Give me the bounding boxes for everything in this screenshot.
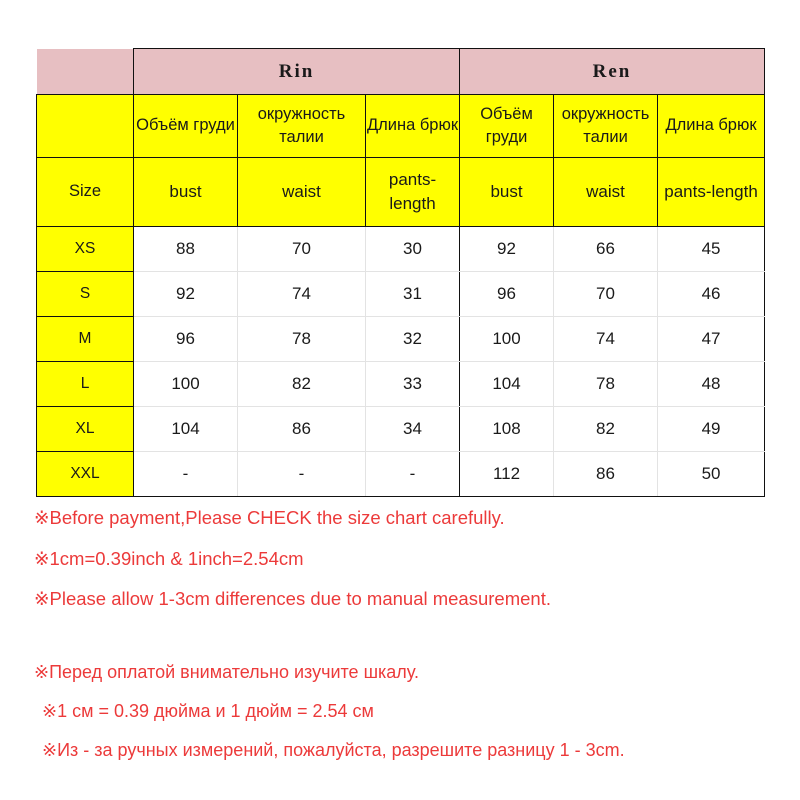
cell-rin-pants: 30 bbox=[366, 227, 460, 272]
cell-rin-bust: - bbox=[134, 452, 238, 497]
cell-size: XL bbox=[37, 407, 134, 452]
note-line-en-3: ※Please allow 1-3cm differences due to manual measurement. bbox=[34, 588, 551, 609]
cell-ren-bust: 96 bbox=[460, 272, 554, 317]
cell-ren-pants: 46 bbox=[658, 272, 765, 317]
cell-rin-waist: 78 bbox=[238, 317, 366, 362]
table-row-english-headers bbox=[37, 158, 765, 227]
cell-rin-bust: 100 bbox=[134, 362, 238, 407]
table-row bbox=[37, 317, 765, 362]
cell-rin-bust: 96 bbox=[134, 317, 238, 362]
cell-rin-pants: 32 bbox=[366, 317, 460, 362]
en-header-ren-pants: pants-length bbox=[658, 158, 765, 227]
table-row-group-header bbox=[37, 49, 765, 95]
en-header-rin-pants: pants-length bbox=[366, 158, 460, 227]
cell-ren-waist: 74 bbox=[554, 317, 658, 362]
cell-ren-waist: 70 bbox=[554, 272, 658, 317]
ru-header-ren-waist: окружность талии bbox=[554, 95, 658, 158]
cell-rin-bust: 88 bbox=[134, 227, 238, 272]
cell-rin-waist: 82 bbox=[238, 362, 366, 407]
cell-size: XXL bbox=[37, 452, 134, 497]
group-header-blank bbox=[37, 49, 134, 95]
cell-rin-bust: 104 bbox=[134, 407, 238, 452]
table-row bbox=[37, 362, 765, 407]
table-row-russian-headers bbox=[37, 95, 765, 158]
cell-ren-bust: 92 bbox=[460, 227, 554, 272]
en-header-ren-waist: waist bbox=[554, 158, 658, 227]
cell-ren-waist: 86 bbox=[554, 452, 658, 497]
note-line-ru-2: ※1 см = 0.39 дюйма и 1 дюйм = 2.54 см bbox=[42, 701, 374, 721]
ru-header-ren-pants: Длина брюк bbox=[658, 95, 765, 158]
group-header-rin: Rin bbox=[134, 49, 460, 95]
cell-ren-waist: 82 bbox=[554, 407, 658, 452]
notes-english bbox=[34, 509, 764, 631]
table-row bbox=[37, 452, 765, 497]
ru-header-rin-waist: окружность талии bbox=[238, 95, 366, 158]
cell-ren-pants: 48 bbox=[658, 362, 765, 407]
size-chart-table-wrapper bbox=[36, 48, 764, 497]
cell-rin-waist: - bbox=[238, 452, 366, 497]
cell-rin-waist: 86 bbox=[238, 407, 366, 452]
en-header-size: Size bbox=[37, 158, 134, 227]
group-header-ren: Ren bbox=[460, 49, 765, 95]
cell-size: L bbox=[37, 362, 134, 407]
cell-rin-waist: 70 bbox=[238, 227, 366, 272]
cell-rin-bust: 92 bbox=[134, 272, 238, 317]
en-header-rin-waist: waist bbox=[238, 158, 366, 227]
cell-size: M bbox=[37, 317, 134, 362]
cell-size: S bbox=[37, 272, 134, 317]
cell-ren-pants: 49 bbox=[658, 407, 765, 452]
note-line-en-2: ※1cm=0.39inch & 1inch=2.54cm bbox=[34, 547, 304, 569]
table-row bbox=[37, 272, 765, 317]
cell-ren-waist: 66 bbox=[554, 227, 658, 272]
note-line-en-1: ※Before payment,Please CHECK the size chart carefully. bbox=[34, 507, 505, 528]
table-row bbox=[37, 227, 765, 272]
ru-header-blank bbox=[37, 95, 134, 158]
cell-rin-pants: 33 bbox=[366, 362, 460, 407]
en-header-rin-bust: bust bbox=[134, 158, 238, 227]
en-header-ren-bust: bust bbox=[460, 158, 554, 227]
size-chart-table bbox=[36, 48, 765, 497]
table-row bbox=[37, 407, 765, 452]
cell-rin-pants: 34 bbox=[366, 407, 460, 452]
cell-ren-bust: 108 bbox=[460, 407, 554, 452]
cell-ren-bust: 112 bbox=[460, 452, 554, 497]
cell-size: XS bbox=[37, 227, 134, 272]
note-line-ru-1: ※Перед оплатой внимательно изучите шкалу. bbox=[34, 662, 419, 682]
cell-ren-pants: 47 bbox=[658, 317, 765, 362]
cell-ren-pants: 50 bbox=[658, 452, 765, 497]
notes-russian bbox=[34, 663, 764, 780]
ru-header-ren-bust: Объём груди bbox=[460, 95, 554, 158]
cell-ren-bust: 100 bbox=[460, 317, 554, 362]
cell-rin-pants: 31 bbox=[366, 272, 460, 317]
cell-ren-waist: 78 bbox=[554, 362, 658, 407]
cell-rin-pants: - bbox=[366, 452, 460, 497]
cell-rin-waist: 74 bbox=[238, 272, 366, 317]
ru-header-rin-pants: Длина брюк bbox=[366, 95, 460, 158]
cell-ren-pants: 45 bbox=[658, 227, 765, 272]
cell-ren-bust: 104 bbox=[460, 362, 554, 407]
ru-header-rin-bust: Объём груди bbox=[134, 95, 238, 158]
note-line-ru-3: ※Из - за ручных измерений, пожалуйста, разрешите разницу 1 - 3cm. bbox=[42, 740, 625, 760]
